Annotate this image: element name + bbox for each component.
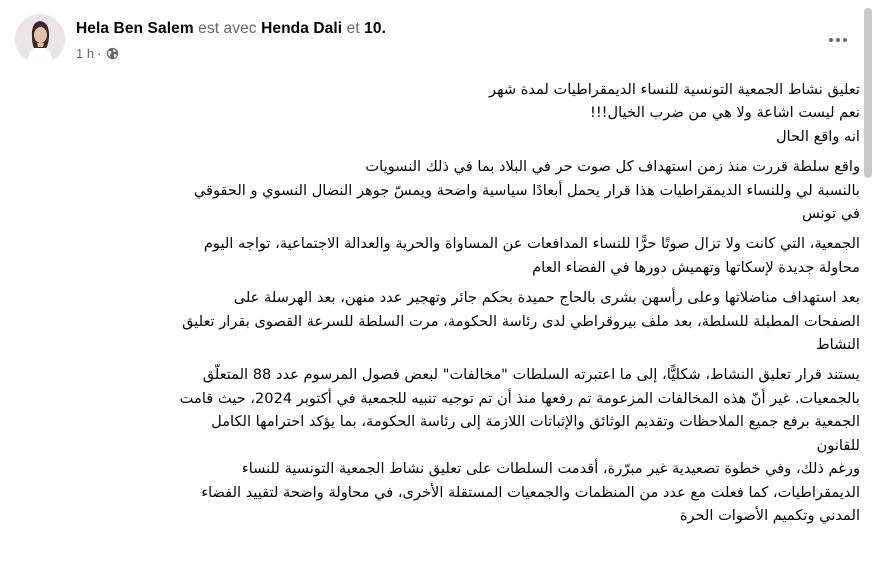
paragraph <box>20 286 860 356</box>
meta-separator: · <box>97 46 102 61</box>
text-line: واقع سلطة قررت منذ زمن استهداف كل صوت حر في البلاد بما في ذلك النسويات <box>365 158 860 176</box>
author-line <box>76 20 386 38</box>
post-time[interactable]: 1 h <box>76 46 95 61</box>
text-line: محاولة جديدة لإسكاتها وتهميش دورها في الفضاء العام <box>532 258 860 276</box>
text-line: الصفحات المطبلة للسلطة، بعد ملف بيروقراطي لدى رئاسة الحكومة، مرت السلطة للسرعة القصوى بقرار تعليق <box>182 312 860 330</box>
with-text: est avec <box>198 20 257 37</box>
text-line: الجمعية، التي كانت ولا تزال صوتًا حرًّا للنساء المدافعات عن المساواة والحرية والعدالة الاجتماعية، تواجه اليوم <box>203 235 860 253</box>
text-line: بالجمعيات. غير أنّ هذه المخالفات المزعومة تم رفعها منذ أن تم توجيه تنبيه للجمعية في أكتوبر 2024، حيث قامت <box>179 389 860 407</box>
more-horizontal-icon <box>829 38 833 42</box>
and-text: et <box>346 20 360 37</box>
more-options-button[interactable] <box>826 28 850 52</box>
text-line: تعليق نشاط الجمعية التونسية للنساء الديمقراطيات لمدة شهر <box>489 81 860 98</box>
author-name[interactable]: Hela Ben Salem <box>76 20 194 37</box>
paragraph <box>20 78 860 148</box>
text-line: انه واقع الحال <box>775 127 860 145</box>
post-meta <box>76 46 119 61</box>
author-avatar[interactable] <box>15 14 65 64</box>
paragraph <box>20 363 860 527</box>
post-body <box>20 78 860 527</box>
text-line: بالنسبة لي وللنساء الديمقراطيات هذا قرار يحمل أبعادًا سياسية واضحة ويمسّ جوهر النضال النسوي و الحقوقي <box>193 181 860 199</box>
more-dot <box>836 38 840 42</box>
globe-icon[interactable] <box>106 47 119 60</box>
scrollbar-thumb[interactable] <box>864 8 872 178</box>
paragraph <box>20 155 860 225</box>
text-line: ورغم ذلك، وفي خطوة تصعيدية غير مبرّرة، أقدمت السلطات على تعليق نشاط الجمعية التونسية للنساء <box>241 460 860 478</box>
tagged-person[interactable]: Henda Dali <box>261 20 343 37</box>
text-line: بعد استهداف مناضلاتها وعلى رأسهن بشرى بالحاج حميدة بحكم جائر وتهجير عدد منهن، بعد الهرسلة على <box>233 289 860 307</box>
others-count[interactable]: 10. <box>364 20 387 37</box>
text-line: الجمعية برفع جميع الملاحظات وتقديم الوثائق والإثباتات اللازمة إلى رئاسة الحكومة، بما يؤكد احترامها الكامل <box>211 413 860 431</box>
text-line: في تونس <box>801 205 860 223</box>
text-line: يستند قرار تعليق النشاط، شكليًّا، إلى ما اعتبرته السلطات "مخالفات" لبعض فصول المرسوم عدد 88 المتعلّق <box>202 366 860 384</box>
text-line: النشاط <box>816 336 860 354</box>
text-line: نعم ليست اشاعة ولا هي من ضرب الخيال!!! <box>589 104 860 122</box>
avatar-photo <box>15 14 65 64</box>
paragraph <box>20 232 860 279</box>
text-line: للقانون <box>816 436 860 454</box>
text-line: الديمقراطيات، كما فعلت مع عدد من المنظمات والجمعيات المستقلة الأخرى، في محاولة واضحة لتقييد الفضاء <box>201 483 860 501</box>
more-dot <box>843 38 847 42</box>
text-line: المدني وتكميم الأصوات الحرة <box>679 506 860 524</box>
post-header <box>15 14 876 64</box>
